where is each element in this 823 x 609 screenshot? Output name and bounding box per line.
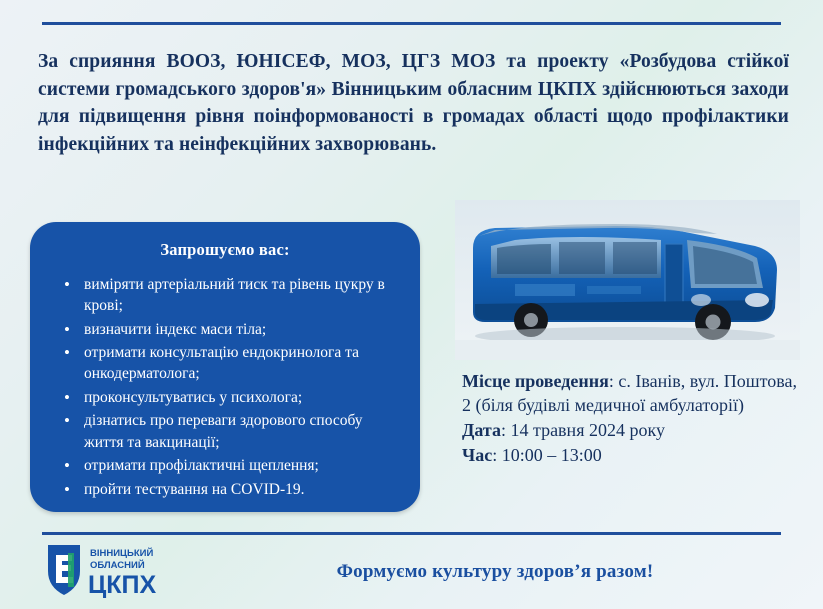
time-line [462,444,802,468]
place-line [462,370,802,418]
time-value: : 10:00 – 13:00 [492,444,602,465]
invitation-list [48,274,402,500]
mobile-clinic-bus-photo [455,200,800,360]
date-line [462,419,802,443]
invitation-title: Запрошуємо вас: [160,240,290,259]
logo-abbrev: ЦКПХ [88,571,157,599]
list-item: • виміряти артеріальний тиск та рівень цукру в крові; [82,274,396,316]
bottom-divider [42,532,781,535]
list-item: • отримати профілактичні щеплення; [82,455,396,476]
top-divider [42,22,781,25]
ckph-logo [40,539,200,601]
date-label: Дата [462,419,501,440]
list-item: • визначити індекс маси тіла; [82,319,396,340]
list-item: • пройти тестування на COVID-19. [82,479,396,500]
place-label: Місце проведення [462,371,609,391]
list-item: • дізнатись про переваги здорового способу життя та вакцинації; [82,410,396,452]
intro-paragraph: За сприяння ВООЗ, ЮНІСЕФ, МОЗ, ЦГЗ МОЗ та проекту «Розбудова стійкої системи громадського здоров'я» Вінницьким обласним ЦКПХ здійснюються заходи для підвищення рівня поінформованості в громадах області щодо профілактики інфекційних та неінфекційних захворювань. [38,51,789,156]
invitation-box [30,222,420,512]
date-value: : 14 травня 2024 року [500,419,665,440]
list-item: • проконсультуватись у психолога; [82,387,396,408]
slogan-text: Формуємо культуру здоров’я разом! [336,561,654,582]
shield-icon [48,545,80,595]
event-details [462,370,802,469]
time-label: Час [462,444,493,465]
logo-line2: ОБЛАСНИЙ [90,560,145,571]
place-value: : с. Іванів, вул. Поштова, 2 (біля будівлі медичної амбулаторії) [462,371,798,415]
list-item: • отримати консультацію ендокринолога та онкодерматолога; [82,342,396,384]
logo-line1: ВІННИЦЬКИЙ [90,548,154,559]
